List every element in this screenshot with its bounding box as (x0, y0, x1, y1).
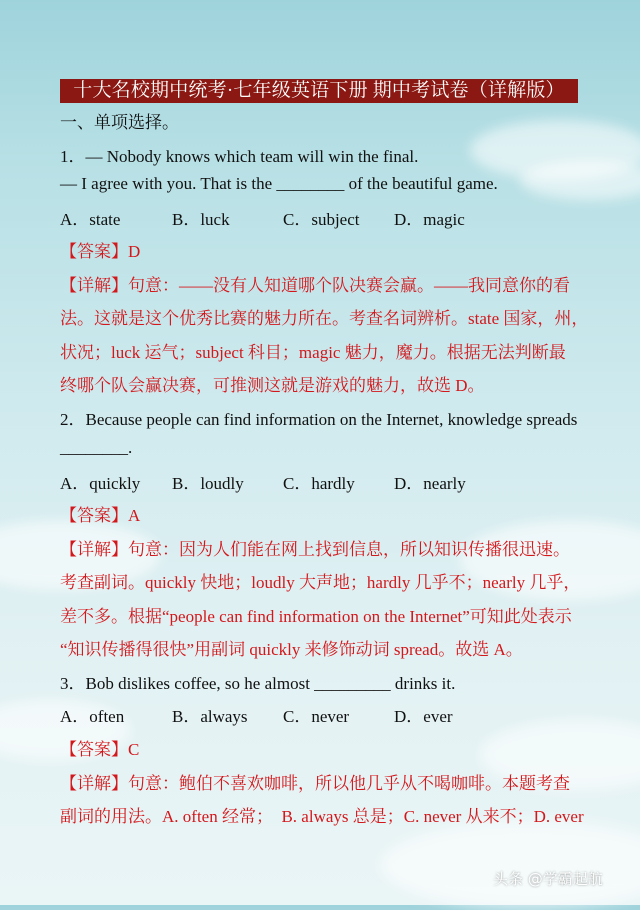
q3-stem: 3．Bob dislikes coffee, so he almost _________ drinks it. (60, 674, 456, 693)
q2-option-c: C．hardly (283, 474, 355, 493)
q3-option-a: A．often (60, 707, 125, 726)
q2-stem-line2: ________. (60, 438, 133, 457)
q1-option-d: D．magic (394, 210, 465, 229)
q3-option-d: D．ever (394, 707, 453, 726)
q2-option-d: D．nearly (394, 474, 466, 493)
q1-options (60, 205, 580, 227)
q3-option-b: B．always (172, 707, 248, 726)
q3-answer: 【答案】C (60, 740, 140, 759)
q1-answer: 【答案】D (60, 242, 141, 261)
q2-options (60, 469, 580, 491)
q1-explain-line: 【详解】句意：——没有人知道哪个队决赛会赢。——我同意你的看 (60, 276, 570, 295)
q3-explain-line: 副词的用法。A. often 经常； B. always 总是；C. never 从来不；D. ever (60, 807, 584, 826)
q2-explain-line: 差不多。根据“people can find information on the Internet”可知此处表示 (60, 607, 572, 626)
q1-option-c: C．subject (283, 210, 360, 229)
q1-explain-line: 法。这就是这个优秀比赛的魅力所在。考查名词辨析。state 国家，州， (60, 309, 589, 328)
q1-explain-line: 状况；luck 运气；subject 科目；magic 魅力，魔力。根据无法判断最 (60, 343, 566, 362)
q1-explain-line: 终哪个队会赢决赛，可推测这就是游戏的魅力，故选 D。 (60, 376, 485, 395)
section-heading: 一、单项选择。 (60, 113, 179, 132)
q3-option-c: C．never (283, 707, 350, 726)
q1-stem: 1．— Nobody knows which team will win the final. (60, 147, 419, 166)
q1-option-b: B．luck (172, 210, 230, 229)
q2-explain-line: 考查副词。quickly 快地；loudly 大声地；hardly 几乎不；nearly 几乎， (60, 573, 581, 592)
q2-answer: 【答案】A (60, 506, 141, 525)
q1-option-a: A．state (60, 210, 121, 229)
page-title: 十大名校期中统考·七年级英语下册 期中考试卷（详解版） (60, 79, 578, 103)
q3-options (60, 702, 580, 724)
q2-explain-line: “知识传播得很快”用副词 quickly 来修饰动词 spread。故选 A。 (60, 640, 523, 659)
q2-option-b: B．loudly (172, 474, 244, 493)
q2-option-a: A．quickly (60, 474, 141, 493)
source-watermark: 头条 @学霸起航 (493, 870, 603, 888)
q2-explain-line: 【详解】句意：因为人们能在网上找到信息，所以知识传播很迅速。 (60, 540, 570, 559)
q3-explain-line: 【详解】句意：鲍伯不喜欢咖啡，所以他几乎从不喝咖啡。本题考查 (60, 774, 570, 793)
q1-stem-line2: — I agree with you. That is the ________ of the beautiful game. (60, 174, 498, 193)
q2-stem: 2．Because people can find information on the Internet, knowledge spreads (60, 410, 578, 429)
